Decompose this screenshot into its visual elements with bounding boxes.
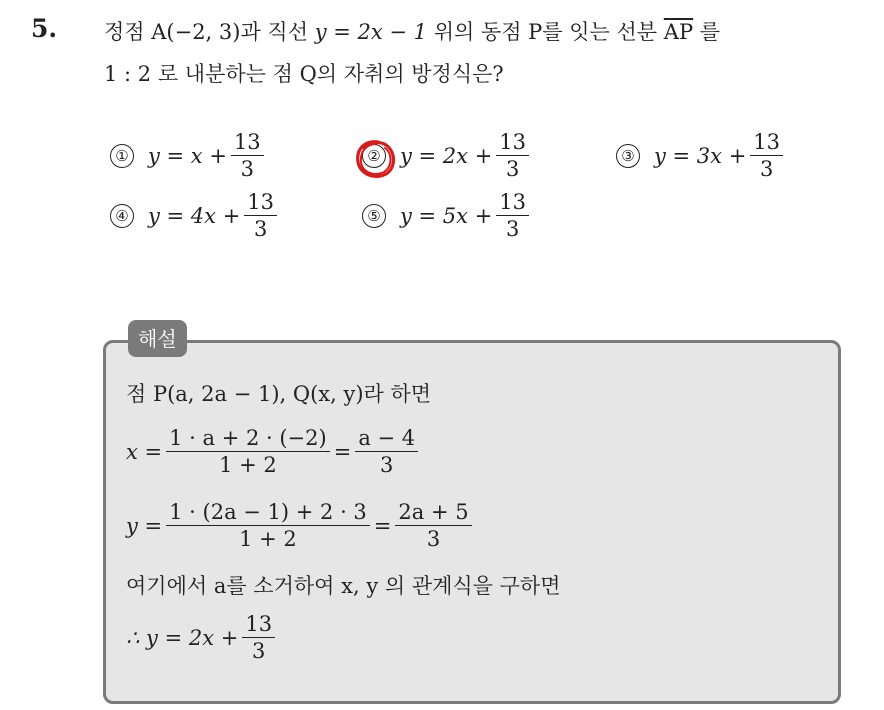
x-fraction-1 [166,426,330,477]
fraction-numerator: 13 [244,190,277,216]
solution-final-answer [126,612,279,663]
fraction-denominator: 3 [505,157,520,182]
choice-number-icon: ③ [616,144,640,168]
solution-x-equation [126,426,422,477]
solution-line-4: 여기에서 a를 소거하여 x, y 의 관계식을 구하면 [126,574,561,598]
problem-text-b: 위의 동점 P를 잇는 선분 [427,20,664,44]
selected-answer-circle-icon [354,138,398,182]
choice-5[interactable] [362,190,533,241]
y-lhs: y = [126,513,163,538]
fraction-numerator: a − 4 [355,426,418,452]
choice-number-icon: ⑤ [362,204,386,228]
solution-line-1: 점 P(a, 2a − 1), Q(x, y)라 하면 [126,382,432,406]
y-fraction-1 [166,500,370,551]
fraction-numerator: 13 [496,130,529,156]
fraction-denominator: 3 [253,217,268,242]
fraction-numerator: 13 [750,130,783,156]
choice-number-icon: ② [362,144,386,168]
fraction-denominator: 3 [240,157,254,182]
choice-fraction [496,190,529,241]
fraction-denominator: 1 + 2 [219,453,277,478]
x-fraction-2 [355,426,418,477]
fraction-numerator: 13 [242,612,275,638]
choice-lhs: y = 3x + [654,143,747,168]
choice-lhs: y = x + [148,143,227,168]
choice-3[interactable] [616,130,787,181]
choice-lhs: y = 4x + [148,203,241,228]
fraction-denominator: 3 [505,217,520,242]
problem-line-2: 1 : 2 로 내분하는 점 Q의 자취의 방정식은? [104,62,504,86]
choice-lhs: y = 5x + [400,203,493,228]
choice-4[interactable] [110,190,281,241]
choice-fraction [750,130,783,181]
problem-line-1 [104,16,720,46]
choice-fraction [496,130,529,181]
choice-fraction [244,190,277,241]
problem-text-a: 정점 A(−2, 3)과 직선 [104,20,315,44]
problem-number: 5. [31,14,58,43]
x-lhs: x = [126,439,163,464]
x-equals: = [333,439,352,464]
fraction-denominator: 3 [380,453,394,478]
fraction-denominator: 3 [426,527,441,552]
choice-number-icon: ① [110,144,134,168]
fraction-numerator: 13 [231,130,264,156]
solution-label: 해설 [128,320,187,357]
fraction-numerator: 1 · (2a − 1) + 2 · 3 [166,500,370,526]
choice-1[interactable] [110,130,268,181]
problem-line-equation: y = 2x − 1 [314,20,428,44]
fraction-denominator: 3 [759,157,774,182]
segment-ap: $\overline{AP}$ [663,20,694,44]
fraction-denominator: 3 [252,639,266,664]
final-lhs: ∴ y = 2x + [126,625,239,650]
fraction-denominator: 1 + 2 [239,527,297,552]
fraction-numerator: 1 · a + 2 · (−2) [166,426,330,452]
choice-lhs: y = 2x + [400,143,493,168]
choice-fraction [231,130,264,181]
fraction-numerator: 13 [496,190,529,216]
y-equals: = [373,513,392,538]
solution-y-equation [126,500,476,551]
final-fraction [242,612,275,663]
y-fraction-2 [395,500,471,551]
choice-number-icon: ④ [110,204,134,228]
fraction-numerator: 2a + 5 [395,500,471,526]
problem-text-c: 를 [693,20,721,44]
